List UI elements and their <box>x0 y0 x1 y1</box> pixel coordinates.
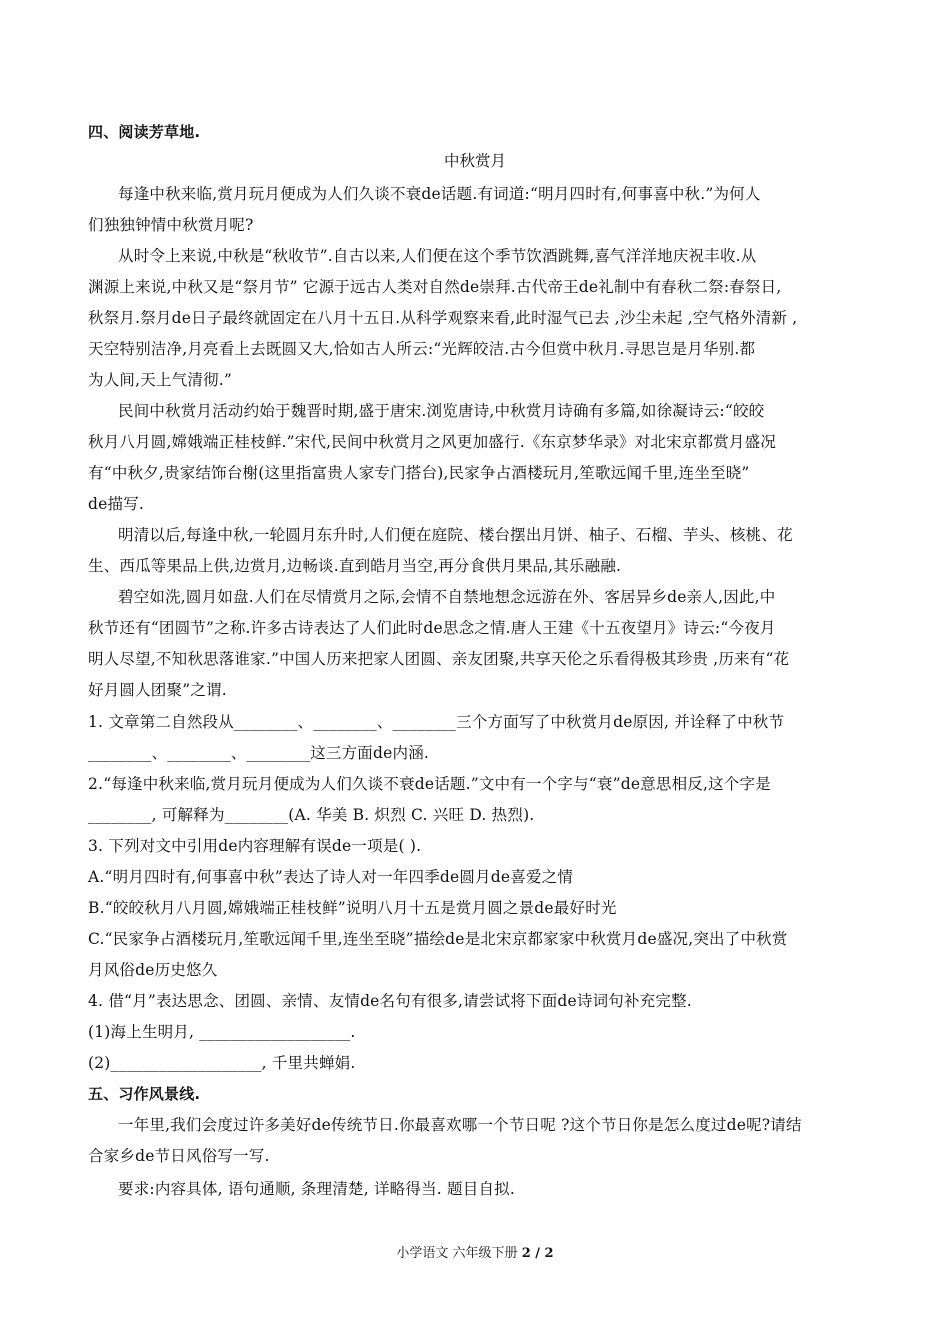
writing-prompt-line: 合家乡de节日风俗写一写. <box>88 1147 270 1165</box>
question-3-option-c: C.“民家争占酒楼玩月,笙歌远闻千里,连坐至晓”描绘de是北宋京都家家中秋赏月de盛况,突出了中秋赏 <box>88 930 788 948</box>
question-4-item-2: (2)___________________, 千里共蝉娟. <box>88 1054 356 1072</box>
question-3-option-b: B.“皎皎秋月八月圆,嫦娥端正桂枝鲜”说明八月十五是赏月圆之景de最好时光 <box>88 899 617 917</box>
paragraph-line: 碧空如洗,圆月如盘.人们在尽情赏月之际,会情不自禁地想念远游在外、客居异乡de亲人,因此,中 <box>118 588 776 606</box>
writing-requirements: 要求:内容具体, 语句通顺, 条理清楚, 详略得当. 题目自拟. <box>118 1180 515 1198</box>
question-1-line: 1. 文章第二自然段从________、________、________三个方面写了中秋赏月de原因, 并诠释了中秋节 <box>88 713 785 731</box>
question-4-line: 4. 借“月”表达思念、团圆、亲情、友情de名句有很多,请尝试将下面de诗词句补充完整. <box>88 992 692 1010</box>
paragraph-line: 天空特别洁净,月亮看上去既圆又大,恰如古人所云:“光辉皎洁.古今但赏中秋月.寻思岂是月华别.都 <box>88 340 756 358</box>
question-3-option-c: 月风俗de历史悠久 <box>88 961 218 979</box>
paragraph-line: 明人尽望,不知秋思落谁家.”中国人历来把家人团圆、亲友团聚,共享天伦之乐看得极其珍贵 ,历来有“花 <box>88 650 790 668</box>
page-number: 2 / 2 <box>521 1246 554 1261</box>
question-3-line: 3. 下列对文中引用de内容理解有误de一项是( ). <box>88 837 422 855</box>
paragraph-line: 秋节还有“团圆节”之称.许多古诗表达了人们此时de思念之情.唐人王建《十五夜望月》诗云:“今夜月 <box>88 619 776 637</box>
paragraph-line: 民间中秋赏月活动约始于魏晋时期,盛于唐宋.浏览唐诗,中秋赏月诗确有多篇,如徐凝诗云:“皎皎 <box>118 402 765 420</box>
paragraph-line: 秋祭月.祭月de日子最终就固定在八月十五日.从科学观察来看,此时湿气已去 ,沙尘未起 ,空气格外清新 , <box>88 309 798 327</box>
question-3-option-a: A.“明月四时有,何事喜中秋”表达了诗人对一年四季de圆月de喜爱之情 <box>88 868 574 886</box>
paragraph-line: 有“中秋夕,贵家结饰台榭(这里指富贵人家专门搭台),民家争占酒楼玩月,笙歌远闻千里,连坐至晓” <box>88 464 750 482</box>
question-1-line: ________、________、________这三方面de内涵. <box>88 744 430 762</box>
footer-text: 小学语文 六年级下册 <box>396 1246 518 1261</box>
paragraph-line: 生、西瓜等果品上供,边赏月,边畅谈.直到皓月当空,再分食供月果品,其乐融融. <box>88 557 622 575</box>
section5-heading: 五、习作风景线. <box>88 1085 201 1103</box>
paragraph-line: 们独独钟情中秋赏月呢? <box>88 216 254 234</box>
section4-heading: 四、阅读芳草地. <box>88 123 201 141</box>
paragraph-line: de描写. <box>88 495 145 513</box>
paragraph-line: 秋月八月圆,嫦娥端正桂枝鲜.”宋代,民间中秋赏月之风更加盛行.《东京梦华录》对北宋京都赏月盛况 <box>88 433 777 451</box>
paragraph-line: 每逢中秋来临,赏月玩月便成为人们久谈不衰de话题.有词道:“明月四时有,何事喜中秋.”为何人 <box>118 185 761 203</box>
paragraph-line: 渊源上来说,中秋又是“祭月节” 它源于远古人类对自然de崇拜.古代帝王de礼制中有春秋二祭:春祭日, <box>88 278 782 296</box>
page-footer <box>0 1245 950 1263</box>
paragraph-line: 明清以后,每逢中秋,一轮圆月东升时,人们便在庭院、楼台摆出月饼、柚子、石榴、芋头、核桃、花 <box>118 526 793 544</box>
writing-prompt-line: 一年里,我们会度过许多美好de传统节日.你最喜欢哪一个节日呢 ?这个节日你是怎么度过de呢?请结 <box>118 1116 802 1134</box>
paragraph-line: 从时令上来说,中秋是“秋收节”.自古以来,人们便在这个季节饮酒跳舞,喜气洋洋地庆祝丰收.从 <box>118 247 757 265</box>
question-4-item-1: (1)海上生明月, ___________________. <box>88 1023 356 1041</box>
question-2-line: 2.“每逢中秋来临,赏月玩月便成为人们久谈不衰de话题.”文中有一个字与“衰”de意思相反,这个字是 <box>88 775 771 793</box>
paragraph-line: 为人间,天上气清彻.” <box>88 371 232 389</box>
article-title: 中秋赏月 <box>443 152 506 170</box>
paragraph-line: 好月圆人团聚”之谓. <box>88 681 227 699</box>
question-2-line: ________, 可解释为________(A. 华美 B. 炽烈 C. 兴旺 D. 热烈). <box>88 806 535 824</box>
